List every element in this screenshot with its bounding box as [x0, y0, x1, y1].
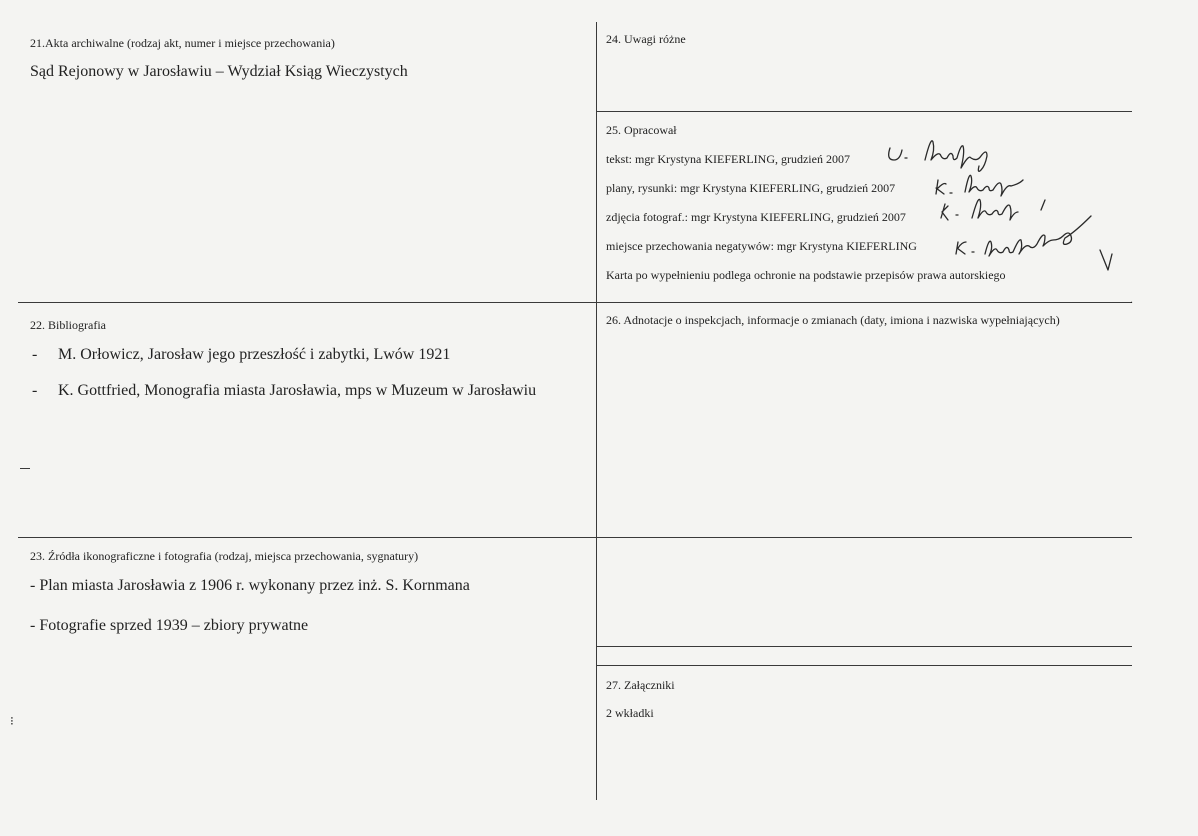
section-25-line-photos: zdjęcia fotograf.: mgr Krystyna KIEFERLING, grudzień 2007	[606, 210, 906, 224]
stray-mark	[20, 468, 30, 469]
section-23-label: 23. Źródła ikonograficzne i fotografia (rodzaj, miejsca przechowania, sygnatury)	[30, 549, 419, 563]
section-25-label: 25. Opracował	[606, 123, 677, 137]
section-22-label: 22. Bibliografia	[30, 318, 106, 332]
bibliography-item-text: M. Orłowicz, Jarosław jego przeszłość i zabytki, Lwów 1921	[58, 346, 451, 363]
signature-3	[941, 199, 1045, 220]
signature-2	[936, 175, 1023, 196]
section-25-line-plans: plany, rysunki: mgr Krystyna KIEFERLING, grudzień 2007	[606, 181, 896, 195]
signature-4	[956, 216, 1112, 270]
iconography-item: - Plan miasta Jarosławia z 1906 r. wykonany przez inż. S. Kornmana	[30, 577, 470, 594]
section-27-value: 2 wkładki	[606, 706, 654, 720]
bibliography-item	[32, 346, 450, 364]
scan-speck: ⁝	[10, 714, 14, 728]
iconography-item: - Fotografie sprzed 1939 – zbiory prywatne	[30, 617, 309, 634]
dot-mark: .	[1130, 292, 1133, 306]
section-24-label: 24. Uwagi różne	[606, 32, 686, 46]
bibliography-item-text: K. Gottfried, Monografia miasta Jarosławia, mps w Muzeum w Jarosławiu	[58, 382, 537, 399]
list-dash: -	[32, 382, 38, 399]
signature-1	[889, 141, 987, 172]
section-25-line-negatives: miejsce przechowania negatywów: mgr Krystyna KIEFERLING	[606, 239, 917, 253]
section-21-label: 21.Akta archiwalne (rodzaj akt, numer i miejsce przechowania)	[30, 36, 335, 50]
list-dash: -	[32, 346, 38, 363]
section-25-copyright-note: Karta po wypełnieniu podlega ochronie na podstawie przepisów prawa autorskiego	[606, 268, 1006, 282]
bibliography-item	[32, 382, 536, 400]
section-26-label: 26. Adnotacje o inspekcjach, informacje o zmianach (daty, imiona i nazwiska wypełniających)	[606, 313, 1060, 327]
section-21-value: Sąd Rejonowy w Jarosławiu – Wydział Ksiąg Wieczystych	[30, 63, 408, 80]
section-27-label: 27. Załączniki	[606, 678, 675, 692]
section-25-line-text: tekst: mgr Krystyna KIEFERLING, grudzień 2007	[606, 152, 850, 166]
